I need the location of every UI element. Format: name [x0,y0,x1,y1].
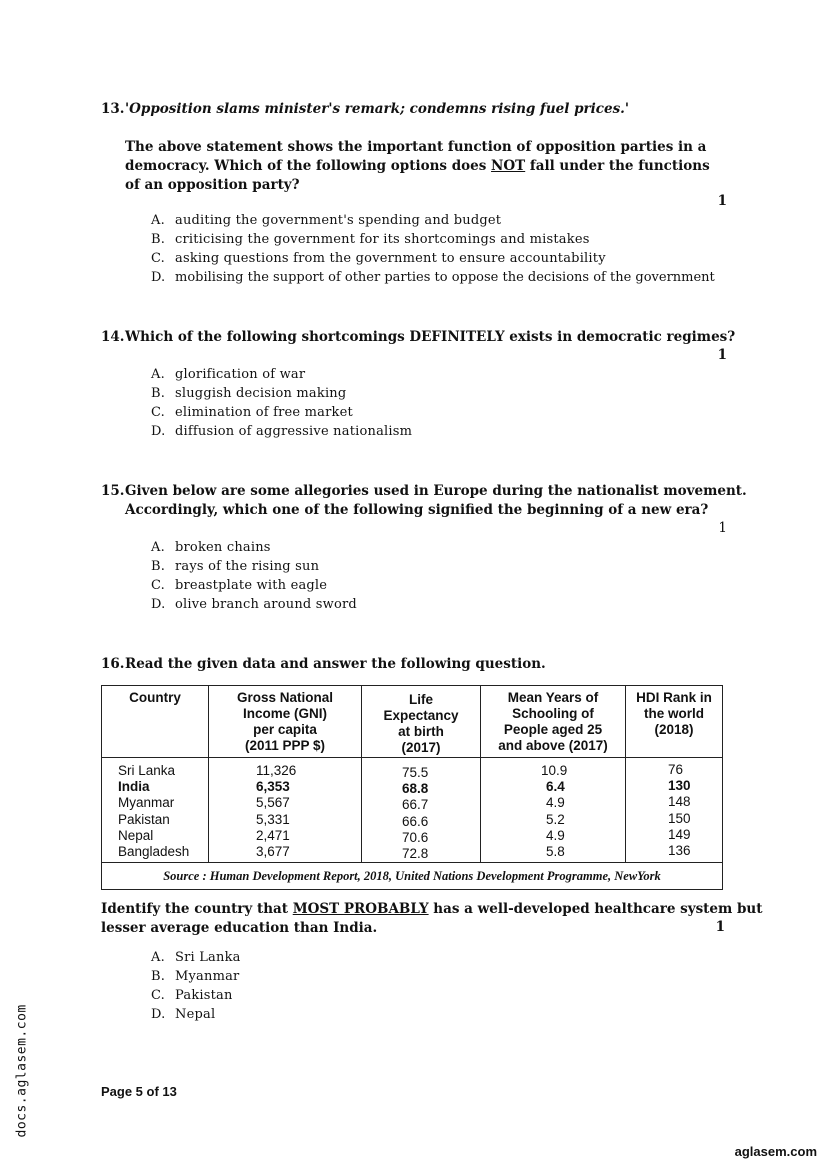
header-line: (2011 PPP $) [244,738,326,753]
table-cell: 5,567 [256,795,290,811]
table-cell: 76 [668,762,684,777]
table-cell: 11,326 [256,763,297,778]
header-line: Gross National [236,690,334,705]
option-d [151,1005,215,1024]
option-d [151,422,412,441]
table-cell: 75.5 [402,765,429,780]
option-letter: B. [151,559,166,574]
option-letter: D. [151,424,166,439]
option-text: Myanmar [175,969,240,984]
table-cell: 4.9 [546,795,565,811]
option-letter: D. [151,1007,166,1022]
header-line: Expectancy [383,708,459,723]
question-intro: Read the given data and answer the following question. [125,656,546,672]
marks-label: 1 [717,193,727,209]
option-a [151,948,241,967]
option-letter: B. [151,969,166,984]
option-text: sluggish decision making [175,386,347,401]
header-line: (2017) [401,740,441,755]
header-schooling [481,686,626,758]
table-cell: 2,471 [256,827,290,843]
question-text [125,138,725,195]
option-c [151,986,233,1005]
table-cell: 5.2 [546,811,565,827]
table-cell: 72.8 [402,846,429,862]
data-table [101,685,723,890]
header-line: Mean Years of [507,690,599,705]
header-line: per capita [253,722,317,737]
option-a [151,211,501,230]
option-letter: A. [151,213,165,228]
table-cell: 6.4 [546,779,565,795]
question-number: 16. [101,656,125,672]
option-text: criticising the government for its shortcomings and mistakes [175,232,590,247]
table-cell: 148 [668,794,691,810]
option-text: Nepal [175,1007,216,1022]
hdi-column [626,758,723,863]
option-text: elimination of free market [175,405,353,420]
table-cell: 150 [668,810,691,826]
table-cell: India [118,779,150,795]
option-text: Pakistan [175,988,233,1003]
option-d [151,268,715,287]
table-cell: Bangladesh [118,844,190,860]
table-cell: Myanmar [118,795,175,811]
table-cell: 130 [668,778,691,794]
table-cell: 136 [668,843,691,859]
table-source-row [102,863,723,890]
table-cell: 70.6 [402,829,429,845]
option-text: asking questions from the government to ensure accountability [175,251,606,266]
table-cell: 66.7 [402,797,429,813]
header-line: Schooling of [512,706,594,721]
table-body-row [102,758,723,863]
option-a [151,365,305,384]
option-a [151,538,271,557]
question-text-part: fall under the functions of an opposition party? [125,158,710,193]
question-text-part: The above statement shows the important function of opposition parties in a democracy. Which of the following options does [125,139,707,174]
header-line: and above (2017) [498,738,608,753]
side-watermark: docs.aglasem.com [14,1004,30,1138]
header-line: at birth [398,724,444,739]
option-text: breastplate with eagle [175,578,328,593]
header-gni [209,686,362,758]
option-letter: B. [151,232,166,247]
schooling-column [481,758,626,863]
option-letter: C. [151,578,166,593]
marks-label: 1 [717,347,727,363]
option-text: mobilising the support of other parties to oppose the decisions of the government [175,270,715,285]
question-quote: 'Opposition slams minister's remark; condemns rising fuel prices.' [125,101,630,117]
question-text-line: lesser average education than India. [101,920,378,936]
table-cell: Sri Lanka [118,763,176,778]
option-letter: C. [151,988,166,1003]
option-b [151,557,319,576]
table-cell: 3,677 [256,844,290,860]
table-cell: 68.8 [402,781,429,797]
option-b [151,967,239,986]
question-number: 15. [101,483,125,499]
header-line: Country [129,690,181,705]
question-text-part: has a well-developed healthcare system but [428,901,763,917]
question-text-line: Accordingly, which one of the following signified the beginning of a new era? [125,502,709,518]
header-line: (2018) [654,722,694,737]
option-c [151,249,606,268]
question-text-line: Given below are some allegories used in Europe during the nationalist movement. [125,483,747,499]
question-text-line [101,900,762,919]
table-cell: 149 [668,826,691,842]
option-letter: A. [151,367,165,382]
option-letter: A. [151,540,165,555]
option-text: olive branch around sword [175,597,357,612]
option-letter: D. [151,270,166,285]
table-cell: 66.6 [402,813,429,829]
country-column [102,758,209,863]
table-header-row [102,686,723,758]
option-text: broken chains [175,540,271,555]
option-letter: D. [151,597,166,612]
table-cell: 4.9 [546,827,565,843]
table-source: Source : Human Development Report, 2018, United Nations Development Programme, NewYork [102,863,723,890]
page-number: Page 5 of 13 [101,1084,177,1099]
option-d [151,595,357,614]
option-text: rays of the rising sun [175,559,320,574]
header-line: Income (GNI) [242,706,327,721]
table-cell: Pakistan [118,811,170,827]
marks-label: 1 [715,919,725,935]
option-text: glorification of war [175,367,306,382]
option-b [151,230,590,249]
marks-label: 1 [718,520,727,536]
question-number: 14. [101,329,125,345]
table-cell: 5.8 [546,844,565,860]
header-line: HDI Rank in [636,690,712,705]
table-cell: Nepal [118,827,154,843]
question-emphasis: MOST PROBABLY [292,901,429,917]
life-column [362,758,481,863]
header-hdi [626,686,723,758]
question-number: 13. [101,101,125,117]
header-line: Life [408,692,433,707]
table-cell: 6,353 [256,779,290,795]
option-c [151,576,327,595]
table-cell: 10.9 [541,763,568,778]
option-letter: C. [151,251,166,266]
option-text: Sri Lanka [175,950,241,965]
gni-column [209,758,362,863]
table-cell: 5,331 [256,811,290,827]
option-letter: B. [151,386,166,401]
option-letter: A. [151,950,165,965]
option-text: auditing the government's spending and budget [175,213,502,228]
question-text-part: Identify the country that [101,901,293,917]
question-text: Which of the following shortcomings DEFINITELY exists in democratic regimes? [125,329,736,345]
header-line: the world [644,706,704,721]
option-letter: C. [151,405,166,420]
question-emphasis: NOT [491,158,526,174]
site-label: aglasem.com [734,1144,817,1159]
header-country [102,686,209,758]
option-text: diffusion of aggressive nationalism [175,424,413,439]
header-life [362,686,481,758]
header-line: People aged 25 [503,722,603,737]
option-b [151,384,346,403]
option-c [151,403,353,422]
